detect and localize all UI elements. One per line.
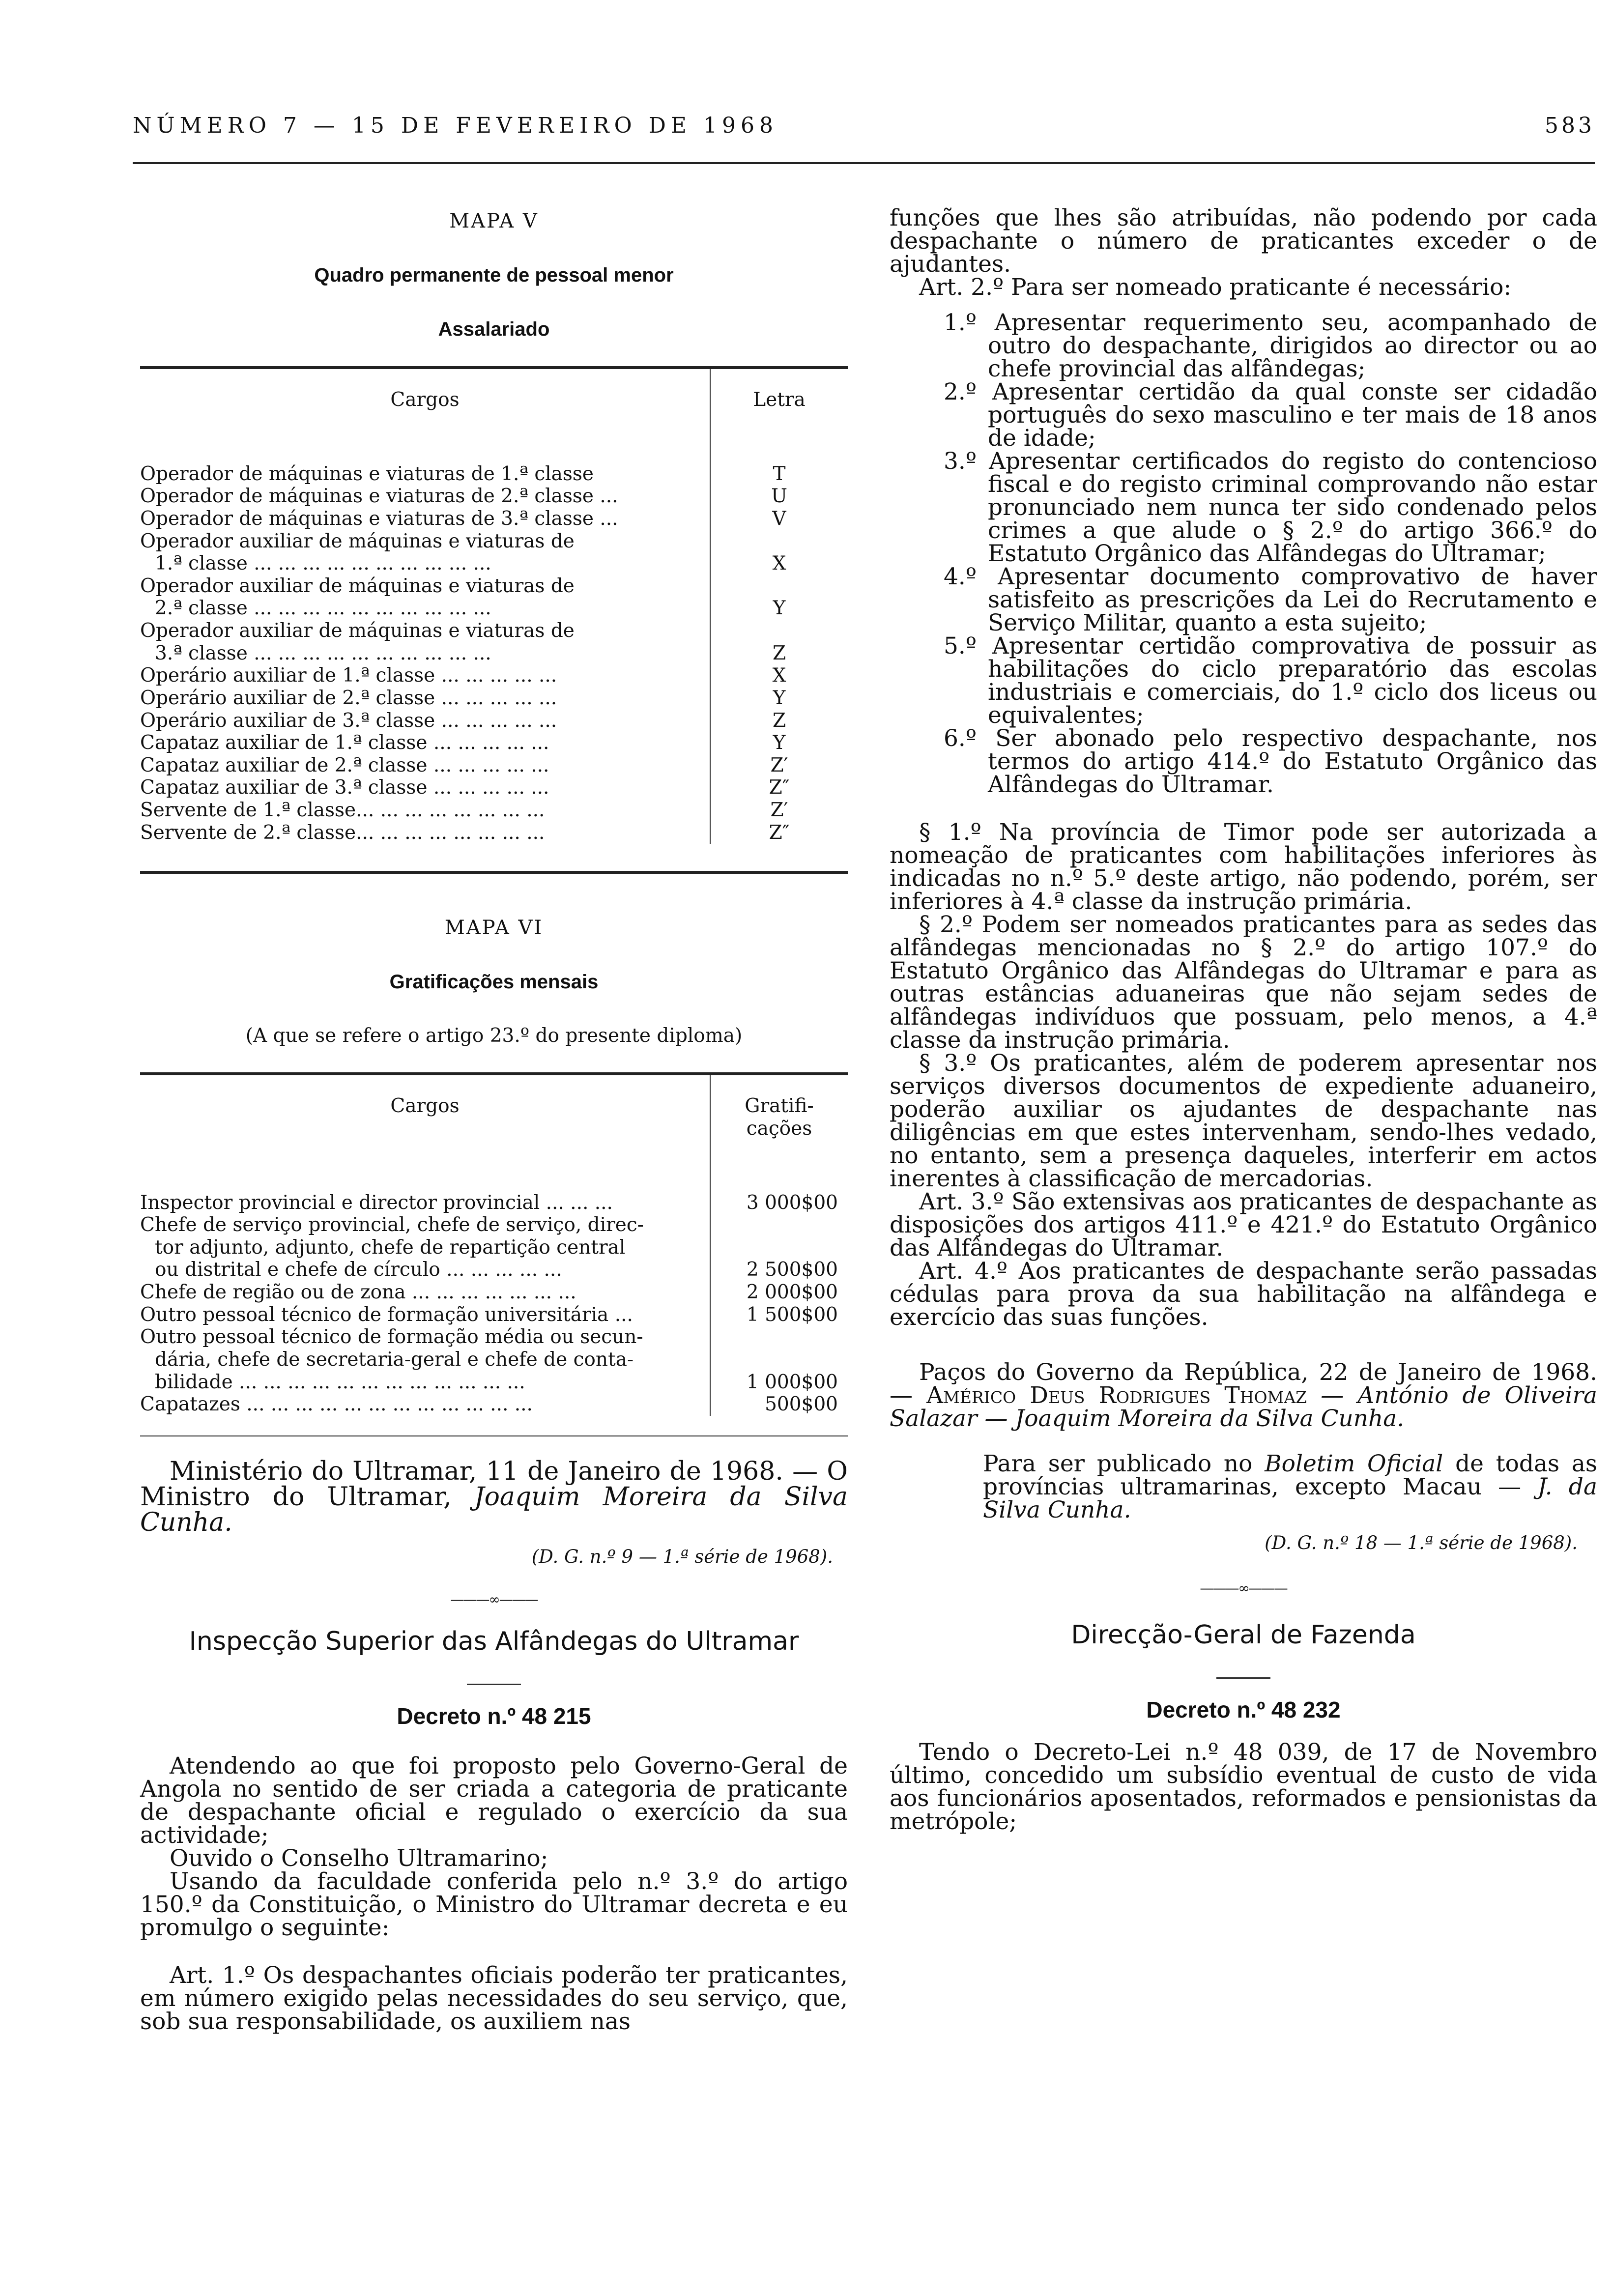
mapa-vi-valor: 2 000$00 (746, 1281, 838, 1303)
mapa-vi-cargo-line: dária, chefe de secretaria-geral e chefe de conta- (155, 1348, 634, 1371)
mapa-v-letra: Z′ (770, 754, 788, 776)
mapa-vi-cargo (140, 1326, 710, 1393)
inspeccao-p1: Atendendo ao que foi proposto pelo Governo-Geral de Angola no sentido de ser criada a categoria de praticante de despachante oficial e regulado o exercício da sua actividade; (140, 1752, 848, 1849)
inspeccao-separator (467, 1684, 521, 1685)
mapa-v-cargo: Servente de 2.ª classe... ... ... ... ... ... ... ... (140, 822, 710, 844)
mapa-v-cargo: 2.ª classe ... ... ... ... ... ... ... ... ... ... (140, 597, 710, 620)
mapa-v-cargo: Operário auxiliar de 3.ª classe ... ... ... ... ... (140, 710, 710, 732)
mapa-v-row (140, 664, 848, 687)
mapa-v-row (140, 642, 848, 665)
mapa-v-row (140, 620, 848, 642)
mapa-v-col-letra: Letra (753, 389, 806, 411)
art2-item: 4.º Apresentar documento comprovativo de haver satisfeito as prescrições da Lei do Recrutamento e Serviço Militar, quanto a esta sujeito; (944, 563, 1597, 636)
inspeccao-p2: Ouvido o Conselho Ultramarino; (170, 1844, 548, 1872)
art4: Art. 4.º Aos praticantes de despachante serão passadas cédulas para prova da sua habilitação na alfândega e exercício das suas funções. (890, 1258, 1597, 1331)
running-header (133, 113, 1595, 143)
mapa-v-letra: Z′ (770, 799, 788, 821)
pacos-text: Paços do Governo da República, 22 de Janeiro de 1968. — (890, 1359, 1597, 1409)
inspeccao-art1: Art. 1.º Os despachantes oficiais poderão ter praticantes, em número exigido pelas necessidades do seu serviço, que, sob sua responsabilidade, os auxiliem nas (140, 1961, 848, 2035)
fazenda-separator (1216, 1677, 1270, 1679)
ministerio-text: Ministério do Ultramar, 11 de Janeiro de 1968. — O Ministro do Ultramar, (140, 1456, 848, 1512)
art2-item: 1.º Apresentar requerimento seu, acompanhado de outro do despachante, dirigidos ao director ou ao chefe provincial das alfândegas; (944, 309, 1597, 382)
mapa-v-cargo: Operador de máquinas e viaturas de 3.ª classe ... (140, 508, 710, 530)
mapa-v-row (140, 710, 848, 732)
mapa-vi-cargo-line: Chefe de região ou de zona ... ... ... ... ... ... ... (140, 1281, 576, 1303)
par3: § 3.º Os praticantes, além de poderem apresentar nos serviços diversos documentos de expediente aduaneiro, poderão auxiliar os ajudantes de despachante nas diligências em que estes intervenham, sendo-lhes vedado, no entanto, sem a presença daqueles, interferir em actos inerentes à classificação de mercadorias. (890, 1050, 1597, 1192)
mapa-vi-note: (A que se refere o artigo 23.º do presente diploma) (245, 1025, 743, 1047)
mapa-vi-cargo-line: Inspector provincial e director provincial ... ... ... (140, 1191, 613, 1214)
mapa-v-letra: Z (772, 642, 786, 664)
mapa-v-letra (710, 620, 848, 642)
publicado-pre: Para ser publicado no (983, 1450, 1253, 1477)
publicado-ref: (D. G. n.º 18 — 1.ª série de 1968). (1265, 1532, 1578, 1553)
mapa-vi-cargo-line: Capatazes ... ... ... ... ... ... ... ... ... ... ... ... (140, 1393, 533, 1416)
right-column (890, 206, 1597, 1833)
mapa-v-cargo: Operário auxiliar de 1.ª classe ... ... ... ... ... (140, 664, 710, 687)
art2-item: 3.º Apresentar certificados do registo do contencioso fiscal e do registo criminal comprovando não estar pronunciado nem nunca ter sido condenado pelos crimes a que alude o § 2.º do artigo 366.º do Estatuto Orgânico das Alfândegas do Ultramar; (944, 448, 1597, 567)
mapa-vi-col-grat-l1: Gratifi- (745, 1095, 814, 1118)
publicado-para (983, 1452, 1597, 1521)
page-number: 583 (1545, 113, 1595, 138)
inspeccao-p3: Usando da faculdade conferida pelo n.º 3.º do artigo 150.º da Constituição, o Ministro do Ultramar decreta e eu promulgo o seguinte: (140, 1867, 848, 1941)
ministerio-ref: (D. G. n.º 9 — 1.ª série de 1968). (531, 1546, 833, 1567)
mapa-v-row (140, 485, 848, 508)
mapa-vi-cargo (140, 1281, 710, 1304)
mapa-v-subtitle: Quadro permanente de pessoal menor (314, 264, 674, 286)
mapa-vi-cargo (140, 1393, 710, 1416)
mapa-v-row (140, 732, 848, 754)
art3: Art. 3.º São extensivas aos praticantes de despachante as disposições dos artigos 411.º e 421.º do Estatuto Orgânico das Alfândegas do Ultramar. (890, 1188, 1597, 1262)
mapa-vi-col-grat (710, 1075, 848, 1164)
mapa-v-letra: Y (773, 597, 786, 620)
mapa-v-row (140, 508, 848, 530)
mapa-v-subtitle-2: Assalariado (438, 318, 550, 340)
par2: § 2.º Podem ser nomeados praticantes para as sedes das alfândegas mencionadas no § 2.º do artigo 107.º do Estatuto Orgânico das Alfândegas do Ultramar e para as outras estâncias aduaneiras que não sejam sedes de alfândegas indivíduos que possuam, pelo menos, a 4.ª classe da instrução primária. (890, 911, 1597, 1054)
mapa-v-letra: Y (773, 687, 786, 709)
mapa-v-cargo: Capataz auxiliar de 2.ª classe ... ... ... ... ... (140, 754, 710, 777)
mapa-v-letra: Z″ (769, 776, 790, 799)
ornament-divider: ———∞——— (450, 1591, 538, 1607)
tendo-para: Tendo o Decreto-Lei n.º 48 039, de 17 de Novembro último, concedido um subsídio eventual de custo de vida aos funcionários aposentados, reformados e pensionistas da metrópole; (890, 1739, 1597, 1835)
mapa-vi-valor: 2 500$00 (746, 1259, 838, 1281)
fazenda-heading: Direcção-Geral de Fazenda (1071, 1620, 1416, 1650)
mapa-v-title: MAPA V (449, 210, 539, 232)
mapa-v-col-cargos: Cargos (140, 369, 710, 436)
mapa-v-cargo: Operador de máquinas e viaturas de 2.ª classe ... (140, 485, 710, 508)
mapa-vi-row (140, 1214, 848, 1281)
mapa-vi-cargo-line: tor adjunto, adjunto, chefe de repartição central (155, 1236, 626, 1259)
mapa-v-cargo: Capataz auxiliar de 1.ª classe ... ... ... ... ... (140, 732, 710, 754)
mapa-v-cargo: 3.ª classe ... ... ... ... ... ... ... ... ... ... (140, 642, 710, 665)
ministerio-signature: Joaquim Moreira da Silva Cunha. (140, 1482, 848, 1537)
pacos-signature-1: Américo Deus Rodrigues Thomaz (926, 1382, 1307, 1409)
mapa-vi-cargo-line: ou distrital e chefe de círculo ... ... ... ... ... (155, 1259, 562, 1281)
art2: Art. 2.º Para ser nomeado praticante é necessário: (919, 274, 1512, 301)
mapa-v-letra: X (772, 552, 786, 575)
mapa-v-cargo: Operador de máquinas e viaturas de 1.ª classe (140, 463, 710, 486)
mapa-vi-table (140, 1075, 848, 1416)
mapa-v-row (140, 552, 848, 575)
pacos-signature-2: — António de Oliveira Salazar — Joaquim Moreira da Silva Cunha. (890, 1382, 1598, 1432)
mapa-v-row (140, 754, 848, 777)
mapa-v-row (140, 575, 848, 598)
mapa-v-row (140, 597, 848, 620)
mapa-v-cargo: Operário auxiliar de 2.ª classe ... ... ... ... ... (140, 687, 710, 710)
ornament-divider-2: ———∞——— (1200, 1580, 1287, 1596)
mapa-v-letra: Z (772, 709, 786, 732)
mapa-v-letra: Y (773, 732, 786, 754)
mapa-v-table (140, 369, 848, 844)
decreto-48215: Decreto n.º 48 215 (397, 1703, 591, 1729)
mapa-v-letra: T (773, 462, 786, 485)
mapa-v-letra: Z″ (769, 821, 790, 844)
mapa-v-cargo: 1.ª classe ... ... ... ... ... ... ... ... ... ... (140, 552, 710, 575)
mapa-v-row (140, 463, 848, 486)
mapa-vi-row (140, 1192, 848, 1214)
mapa-vi-valor: 500$00 (765, 1393, 838, 1416)
left-column (140, 206, 848, 2033)
mapa-v-letra (710, 575, 848, 598)
mapa-v-bottom-rule (140, 871, 848, 874)
mapa-vi-valor: 1 500$00 (746, 1303, 838, 1326)
mapa-v-letra (710, 530, 848, 553)
mapa-v-cargo: Operador auxiliar de máquinas e viaturas de (140, 575, 710, 598)
mapa-v-letra: X (772, 664, 786, 687)
mapa-v-row (140, 822, 848, 844)
mapa-vi-valor: 1 000$00 (746, 1371, 838, 1393)
mapa-v-cargo: Operador auxiliar de máquinas e viaturas de (140, 620, 710, 642)
mapa-vi-cargo-line: Outro pessoal técnico de formação universitária ... (140, 1303, 633, 1326)
art2-list (944, 311, 1597, 796)
publicado-signature: J. da Silva Cunha. (983, 1473, 1597, 1523)
right-continuation: funções que lhes são atribuídas, não podendo por cada despachante o número de praticantes exceder o de ajudantes. (890, 204, 1597, 278)
mapa-vi-title: MAPA VI (444, 917, 544, 940)
mapa-vi-subtitle: Gratificações mensais (389, 971, 599, 993)
mapa-vi-cargo (140, 1304, 710, 1326)
running-title: NÚMERO 7 — 15 DE FEVEREIRO DE 1968 (133, 113, 778, 138)
mapa-v-cargo: Capataz auxiliar de 3.ª classe ... ... ... ... ... (140, 776, 710, 799)
art2-item: 6.º Ser abonado pelo respectivo despachante, nos termos do artigo 414.º do Estatuto Orgânico das Alfândegas do Ultramar. (944, 725, 1597, 798)
mapa-v-row (140, 530, 848, 553)
mapa-v-cargo: Operador auxiliar de máquinas e viaturas de (140, 530, 710, 553)
mapa-vi-cargo (140, 1214, 710, 1281)
mapa-vi-col-cargos: Cargos (140, 1075, 710, 1164)
art2-item: 2.º Apresentar certidão da qual conste ser cidadão português do sexo masculino e ter mais de 18 anos de idade; (944, 378, 1597, 452)
decreto-48232: Decreto n.º 48 232 (1146, 1697, 1341, 1722)
mapa-v-letra: V (772, 507, 786, 530)
mapa-vi-row (140, 1326, 848, 1393)
art2-item: 5.º Apresentar certidão comprovativa de possuir as habilitações do ciclo preparatório das escolas industriais e comerciais, do 1.º ciclo dos liceus ou equivalentes; (944, 632, 1597, 729)
mapa-vi-valor: 3 000$00 (746, 1191, 838, 1214)
pacos-para (890, 1361, 1597, 1430)
inspeccao-heading: Inspecção Superior das Alfândegas do Ultramar (189, 1626, 799, 1656)
mapa-vi-bottom-rule (140, 1435, 848, 1436)
mapa-v-row (140, 799, 848, 822)
mapa-vi-row (140, 1304, 848, 1326)
header-rule (133, 162, 1595, 164)
mapa-v-letra: U (771, 485, 787, 508)
ministerio-para (140, 1456, 848, 1537)
mapa-vi-cargo-line: Chefe de serviço provincial, chefe de serviço, direc- (140, 1214, 644, 1236)
par1: § 1.º Na província de Timor pode ser autorizada a nomeação de praticantes com habilitações inferiores às indicadas no n.º 5.º deste artigo, não podendo, porém, ser inferiores à 4.ª classe da instrução primária. (890, 819, 1597, 915)
mapa-vi-col-grat-l2: cações (746, 1117, 812, 1140)
publicado-post: de todas as províncias ultramarinas, excepto Macau — (983, 1450, 1597, 1500)
mapa-vi-cargo-line: Outro pessoal técnico de formação média ou secun- (140, 1326, 643, 1349)
mapa-v-row (140, 776, 848, 799)
mapa-vi-row (140, 1281, 848, 1304)
mapa-v-row (140, 687, 848, 710)
mapa-vi-cargo (140, 1192, 710, 1214)
mapa-vi-row (140, 1393, 848, 1416)
publicado-boletim: Boletim Oficial (1265, 1450, 1443, 1477)
mapa-v-cargo: Servente de 1.ª classe... ... ... ... ... ... ... ... (140, 799, 710, 822)
mapa-vi-cargo-line: bilidade ... ... ... ... ... ... ... ... ... ... ... ... (155, 1371, 525, 1393)
